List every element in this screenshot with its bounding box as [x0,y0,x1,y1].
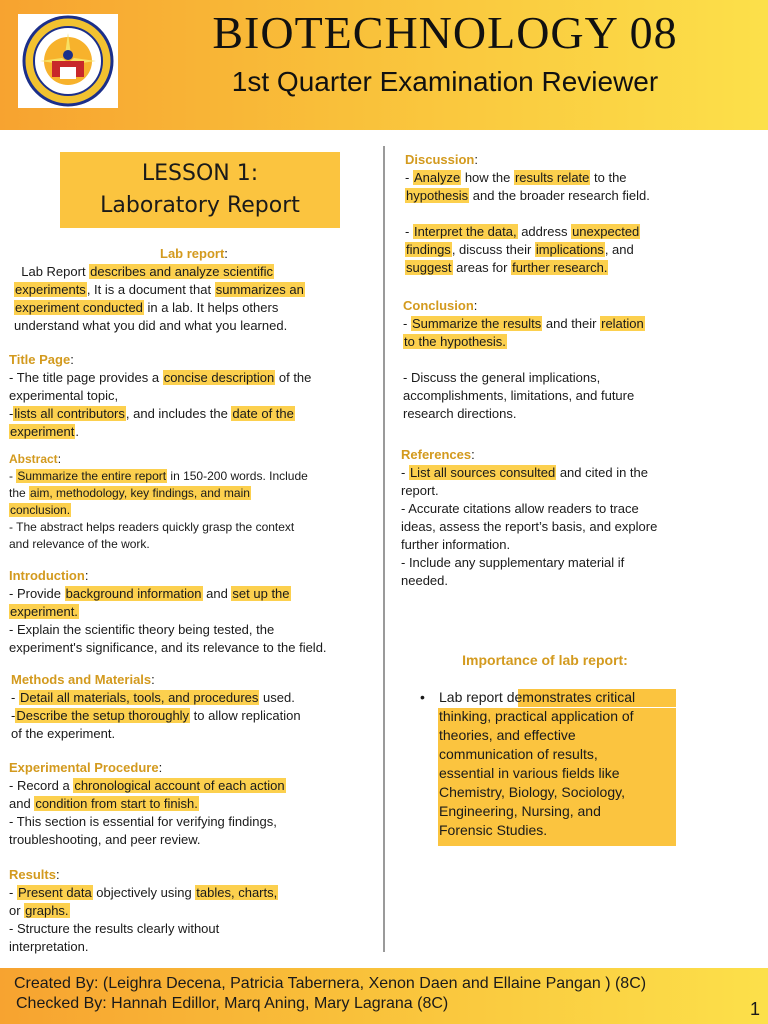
highlight: hypothesis [406,188,469,203]
discussion-heading: Discussion [405,152,475,167]
highlight: date of the [232,406,294,421]
conclusion-section: Conclusion: - Summarize the results and their relation to the hypothesis. - Discuss the general implications, accomplishments, limitations, and future research directions. [403,298,644,421]
document-title: BIOTECHNOLOGY 08 [212,7,678,58]
highlight: concise description [163,370,275,385]
highlight: experiments [15,282,86,297]
lab-report-body: Lab Report describes and analyze scientific experiments, It is a document that summarizes an experiment conducted in a lab. It helps others understand what you did and what you learned. [14,264,304,333]
highlight: suggest [406,260,452,275]
highlight: further research. [512,260,608,275]
column-divider [383,146,385,952]
lab-report-heading: Lab report [160,246,225,261]
highlight: Interpret the data, [413,224,517,239]
highlight: conclusion. [10,503,71,517]
highlight: results relate [514,170,590,185]
lesson-name: Laboratory Report [100,193,300,218]
highlight: set up the [232,586,290,601]
highlight: Describe the setup thoroughly [16,708,190,723]
header-banner [0,0,768,130]
references-section: References: - List all sources consulted and cited in the report. - Accurate citations allow readers to trace ideas, assess the report’s basis, and explore further information. - Include any supplementary material if needed. [401,447,658,588]
methods-section: Methods and Materials: - Detail all materials, tools, and procedures used. -Describe the setup thoroughly to allow replication of the experiment. [11,672,301,741]
procedure-heading: Experimental Procedure [9,760,159,775]
highlight: unexpected [572,224,640,239]
results-heading: Results [9,867,56,882]
highlight: Summarize the results [411,316,542,331]
page-number: 1 [749,999,760,1019]
highlight: graphs. [25,903,69,918]
conclusion-heading: Conclusion [403,298,474,313]
document-subtitle: 1st Quarter Examination Reviewer [231,66,659,97]
highlight: summarizes an [215,282,304,297]
bullet-icon: • [420,689,425,705]
discussion-section: Discussion: - Analyze how the results relate to the hypothesis and the broader research field. - Interpret the data, address unexpected findings, discuss their implications, and suggest areas for further research. [405,152,650,275]
highlight: findings [406,242,451,257]
importance-text: Lab report demonstrates critical thinking, practical application of theories, and effective communication of results, essential in various fields like Chemistry, Biology, Sociology, Engineering, Nursing, and Forensic Studies. [439,689,636,838]
highlight: implications [535,242,604,257]
highlight: Analyze [413,170,461,185]
highlight: tables, charts, [196,885,278,900]
results-section: Results: - Present data objectively using tables, charts, or graphs. - Structure the results clearly without interpretation. [9,867,278,954]
methods-heading: Methods and Materials [11,672,152,687]
highlight: experiment conducted [15,300,143,315]
references-heading: References [401,447,472,462]
procedure-section: Experimental Procedure: - Record a chronological account of each action and condition from start to finish. - This section is essential for verifying findings, troubleshooting, and peer review. [9,760,285,847]
school-seal-logo [18,14,118,108]
footer-banner [0,968,768,1024]
highlight: experiment. [10,604,78,619]
introduction-section: Introduction: - Provide background information and set up the experiment. - Explain the scientific theory being tested, the experiment's significance, and its relevance to the field. [9,568,327,655]
highlight: chronological account of each action [74,778,285,793]
created-by-credit: Created By: (Leighra Decena, Patricia Tabernera, Xenon Daen and Ellaine Pangan ) (8C) [14,975,647,992]
introduction-heading: Introduction [9,568,85,583]
highlight: relation [601,316,644,331]
abstract-section: Abstract: - Summarize the entire report in 150-200 words. Include the aim, methodology, key findings, and main conclusion. - The abstract helps readers quickly grasp the context and relevance of the work. [9,452,308,551]
highlight: describes and analyze scientific [90,264,273,279]
highlight: Detail all materials, tools, and procedures [19,690,259,705]
highlight: List all sources consulted [409,465,556,480]
title-page-heading: Title Page [9,352,71,367]
highlight: to the hypothesis. [404,334,506,349]
checked-by-credit: Checked By: Hannah Edillor, Marq Aning, Mary Lagrana (8C) [16,995,449,1012]
highlight: Present data [17,885,92,900]
highlight: Summarize the entire report [17,469,167,483]
highlight: condition from start to finish. [35,796,198,811]
highlight: lists all contributors [14,406,125,421]
importance-heading: Importance of lab report: [462,652,628,668]
abstract-heading: Abstract [9,452,58,466]
lesson-number: LESSON 1: [141,161,259,186]
highlight: aim, methodology, key findings, and main [30,486,250,500]
highlight: background information [65,586,202,601]
title-page-section: Title Page: - The title page provides a concise description of the experimental topic, -lists all contributors, and includes the date of the experiment. [9,352,312,439]
lesson-title-box [60,152,340,228]
lab-report-heading-row: Lab report: [160,246,228,261]
highlight: experiment [10,424,75,439]
